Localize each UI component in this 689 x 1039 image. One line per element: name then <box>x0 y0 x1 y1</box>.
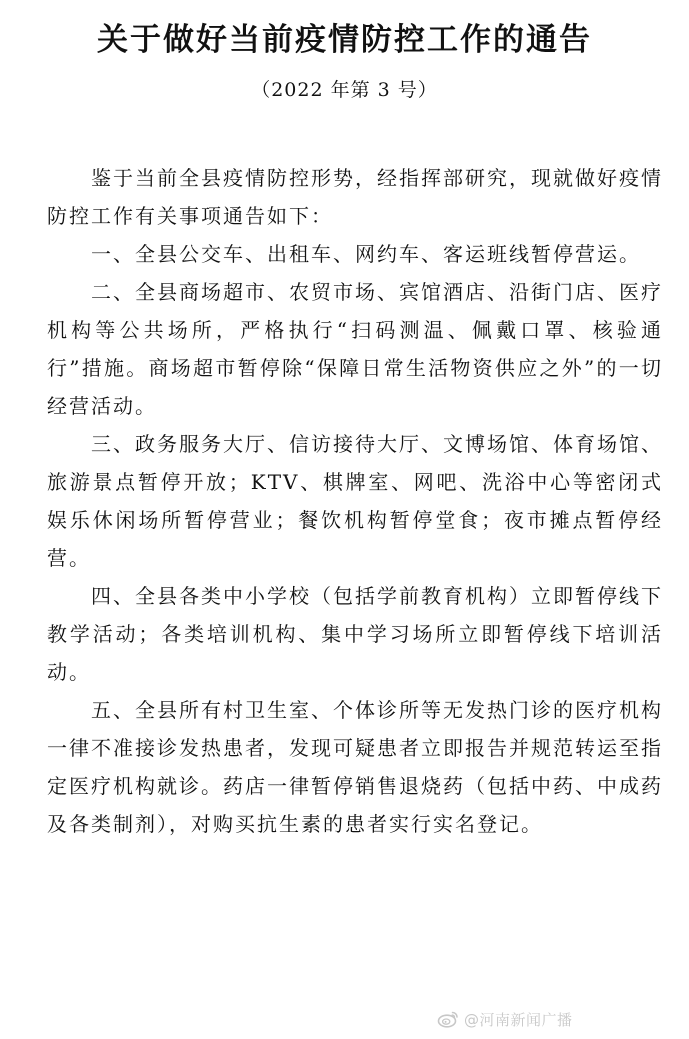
document-number: （2022 年第 3 号） <box>251 79 438 101</box>
document-title: 关于做好当前疫情防控工作的通告 <box>97 22 592 58</box>
watermark-text: @河南新闻广播 <box>464 1010 573 1029</box>
item-5-paragraph: 五、全县所有村卫生室、个体诊所等无发热门诊的医疗机构一律不准接诊发热患者，发现可疑患者立即报告并规范转运至指定医疗机构就诊。药店一律暂停销售退烧药（包括中药、中成药及各类制剂），对购买抗生素的患者实行实名登记。 <box>47 698 663 836</box>
watermark <box>437 1006 573 1032</box>
item-3-paragraph: 三、政务服务大厅、信访接待大厅、文博场馆、体育场馆、旅游景点暂停开放；KTV、棋牌室、网吧、洗浴中心等密闭式娱乐休闲场所暂停营业；餐饮机构暂停堂食；夜市摊点暂停经营。 <box>47 432 663 570</box>
intro-paragraph: 鉴于当前全县疫情防控形势，经指挥部研究，现就做好疫情防控工作有关事项通告如下： <box>47 166 663 228</box>
item-1-paragraph: 一、全县公交车、出租车、网约车、客运班线暂停营运。 <box>91 242 641 266</box>
document-body <box>47 159 663 843</box>
item-4-paragraph: 四、全县各类中小学校（包括学前教育机构）立即暂停线下教学活动；各类培训机构、集中学习场所立即暂停线下培训活动。 <box>47 584 663 684</box>
item-2-paragraph: 二、全县商场超市、农贸市场、宾馆酒店、沿街门店、医疗机构等公共场所，严格执行“扫码测温、佩戴口罩、核验通行”措施。商场超市暂停除“保障日常生活物资供应之外”的一切经营活动。 <box>47 280 663 418</box>
weibo-logo-icon <box>437 1010 459 1028</box>
